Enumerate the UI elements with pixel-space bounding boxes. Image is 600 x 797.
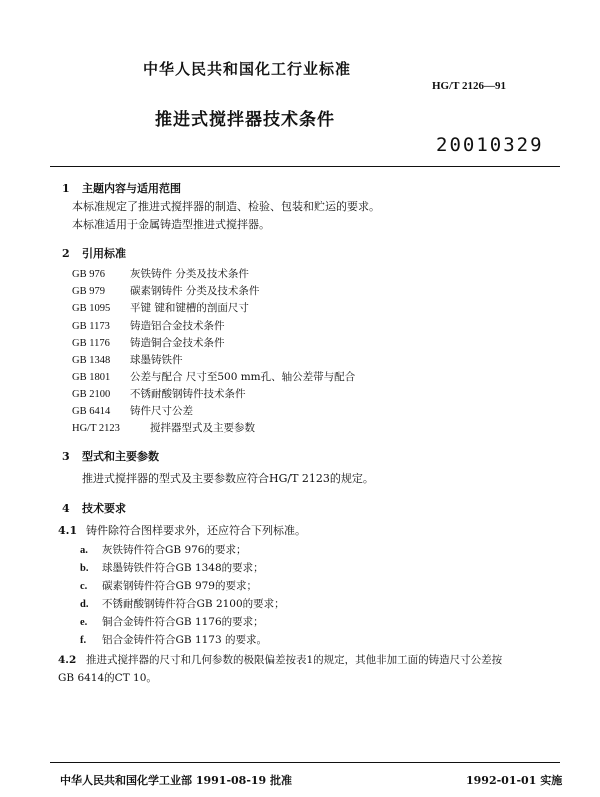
- reference-code: GB 1176: [72, 338, 110, 349]
- document-title: 推进式搅拌器技术条件: [155, 110, 335, 130]
- standard-number: HG/T 2126—91: [432, 80, 507, 92]
- reference-item: [72, 420, 255, 435]
- reference-code: GB 6414: [72, 406, 111, 417]
- list-text: 铜合金铸件符合GB 1176的要求；: [102, 616, 264, 628]
- reference-item: [72, 300, 249, 315]
- top-divider: [50, 166, 560, 167]
- list-text: 灰铁铸件符合GB 976的要求；: [102, 544, 247, 556]
- list-letter: a.: [80, 545, 88, 556]
- reference-item: [72, 369, 355, 384]
- reference-code: GB 1801: [72, 372, 111, 383]
- section-1-line-1: 本标准规定了推进式搅拌器的制造、检验、包装和贮运的要求。: [72, 200, 380, 213]
- reference-title: 铸件尺寸公差: [130, 405, 193, 417]
- section-1-heading: [62, 180, 181, 196]
- approval-line: 中华人民共和国化学工业部 1991-08-19 批准: [60, 774, 293, 787]
- list-item: [80, 632, 267, 647]
- list-text: 不锈耐酸钢铸件符合GB 2100的要求；: [102, 598, 285, 610]
- list-item: [80, 614, 264, 629]
- reference-item: [72, 283, 259, 298]
- reference-title: 灰铁铸件 分类及技术条件: [130, 268, 249, 280]
- reference-title: 平键 键和键槽的剖面尺寸: [130, 302, 249, 314]
- reference-title: 公差与配合 尺寸至500 mm孔、轴公差带与配合: [130, 371, 356, 383]
- section-number: 1: [62, 182, 70, 195]
- section-number: 3: [62, 450, 70, 463]
- list-item: [80, 542, 246, 557]
- reference-code: GB 2100: [72, 389, 111, 400]
- section-number: 2: [62, 247, 70, 260]
- section-4-heading: [62, 500, 126, 516]
- reference-code: GB 1173: [72, 321, 110, 332]
- reference-title: 铸造铜合金技术条件: [130, 337, 225, 349]
- section-3-heading: [62, 448, 159, 464]
- reference-title: 碳素钢铸件 分类及技术条件: [130, 285, 260, 297]
- reference-item: [72, 318, 225, 333]
- reference-item: [72, 352, 183, 367]
- section-title: 引用标准: [82, 247, 126, 260]
- section-title: 技术要求: [82, 502, 126, 515]
- bottom-divider: [50, 762, 560, 763]
- issuing-body: 中华人民共和国化工行业标准: [143, 60, 352, 78]
- list-letter: b.: [80, 563, 89, 574]
- reference-title: 不锈耐酸钢铸件技术条件: [130, 388, 246, 400]
- list-text: 铝合金铸件符合GB 1173 的要求。: [102, 634, 268, 646]
- effective-date: 1992-01-01 实施: [466, 774, 563, 787]
- reference-title: 搅拌器型式及主要参数: [150, 422, 255, 434]
- reference-code: GB 976: [72, 269, 105, 280]
- clause-text: 铸件除符合图样要求外，还应符合下列标准。: [86, 524, 306, 537]
- section-3-text: 推进式搅拌器的型式及主要参数应符合HG/T 2123的规定。: [82, 472, 374, 485]
- section-1-line-2: 本标准适用于金属铸造型推进式搅拌器。: [72, 218, 270, 231]
- clause-text: 推进式搅拌器的尺寸和几何参数的极限偏差按表1的规定，其他非加工面的铸造尺寸公差按: [86, 654, 503, 666]
- reference-code: GB 979: [72, 286, 105, 297]
- reference-item: [72, 386, 246, 401]
- reference-title: 球墨铸铁件: [130, 354, 183, 366]
- reference-item: [72, 403, 193, 418]
- handwritten-stamp: 20010329: [436, 134, 544, 156]
- reference-title: 铸造铝合金技术条件: [130, 320, 225, 332]
- reference-code: HG/T 2123: [72, 423, 120, 434]
- section-number: 4: [62, 502, 70, 515]
- clause-4-2-continuation: GB 6414的CT 10。: [58, 672, 157, 684]
- reference-item: [72, 335, 225, 350]
- section-title: 主题内容与适用范围: [82, 182, 181, 195]
- clause-number: 4.1: [58, 524, 78, 537]
- reference-code: GB 1348: [72, 355, 111, 366]
- clause-4-2: [58, 652, 502, 667]
- list-item: [80, 578, 257, 593]
- list-letter: f.: [80, 635, 87, 646]
- clause-number: 4.2: [58, 654, 77, 666]
- clause-4-1: [58, 522, 306, 538]
- list-letter: c.: [80, 581, 88, 592]
- list-item: [80, 560, 264, 575]
- reference-code: GB 1095: [72, 303, 111, 314]
- list-letter: e.: [80, 617, 88, 628]
- reference-item: [72, 266, 249, 281]
- list-letter: d.: [80, 599, 89, 610]
- section-2-heading: [62, 245, 126, 261]
- list-text: 球墨铸铁件符合GB 1348的要求；: [102, 562, 264, 574]
- section-title: 型式和主要参数: [82, 450, 159, 463]
- list-item: [80, 596, 285, 611]
- list-text: 碳素钢铸件符合GB 979的要求；: [102, 580, 257, 592]
